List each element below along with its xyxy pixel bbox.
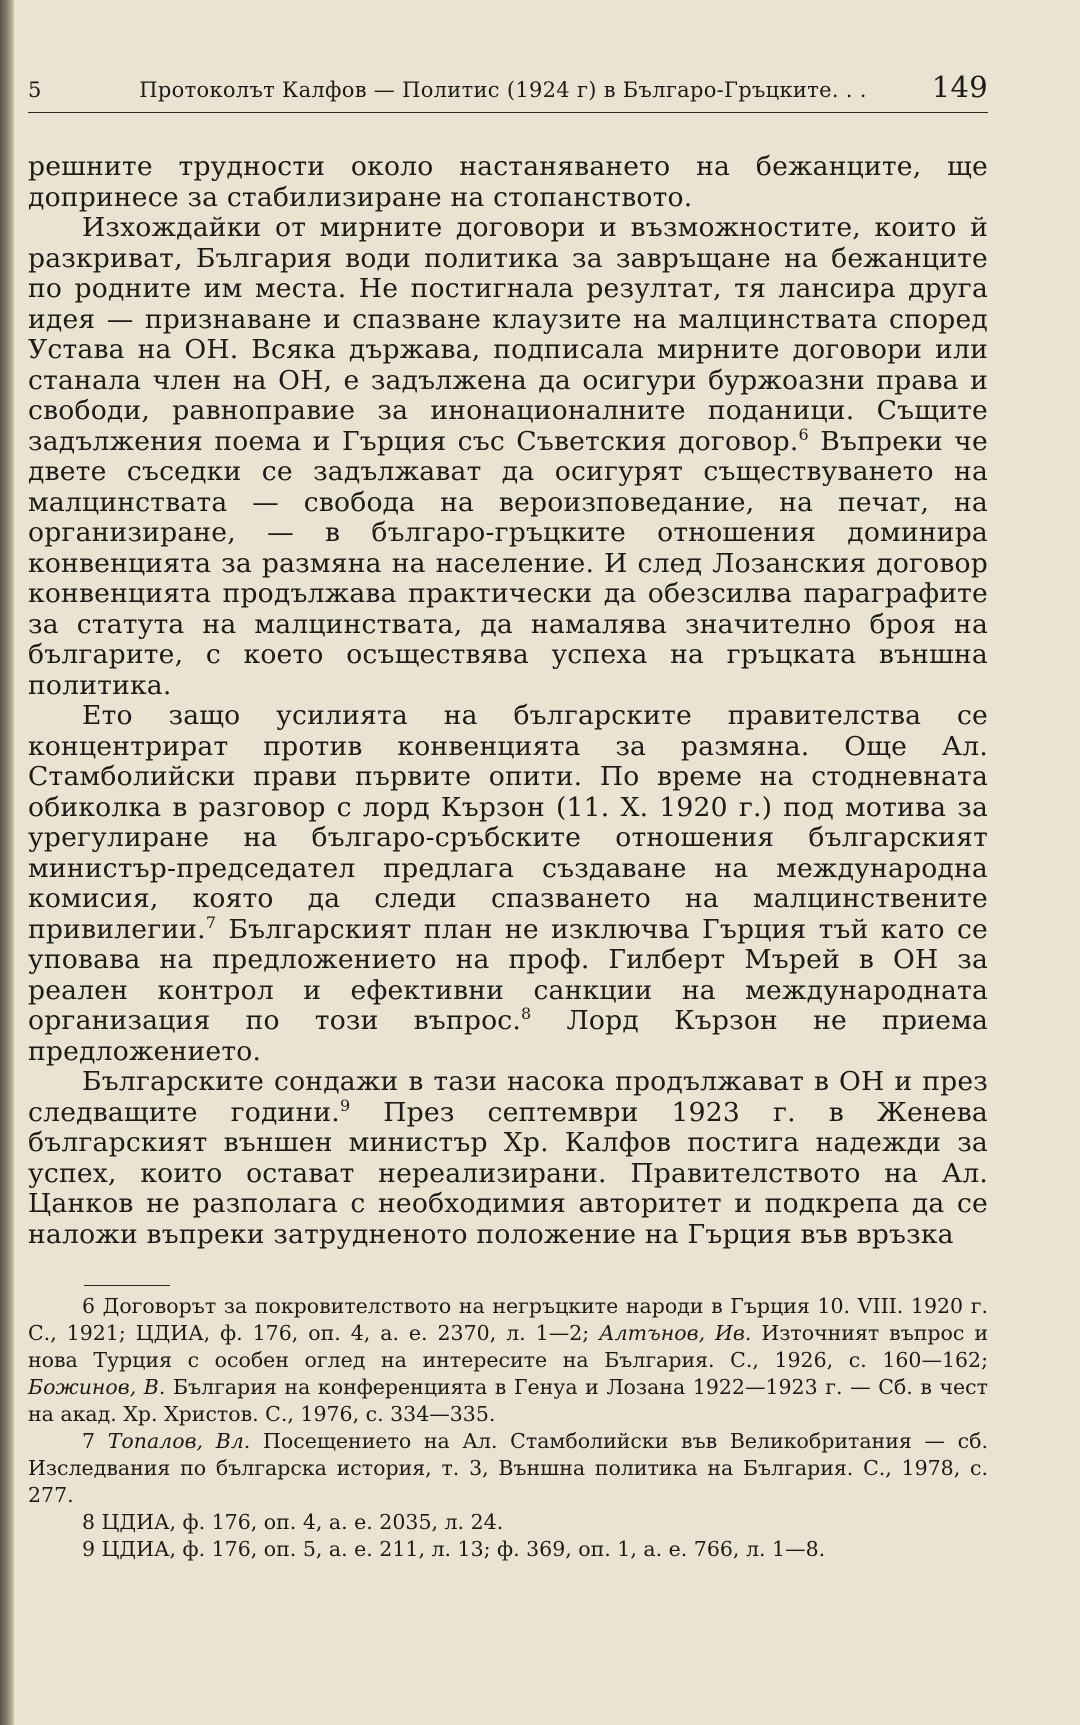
- text-run: Източният въпрос и нова Турция с особен оглед на интересите на България. С., 1926, с. 160—162;: [28, 1321, 988, 1372]
- author-name: Алтънов, Ив.: [599, 1321, 752, 1345]
- author-name: Топалов, Вл.: [107, 1429, 251, 1453]
- footnote: [28, 1509, 988, 1536]
- paragraph: [28, 1067, 988, 1250]
- text-run: Изхождайки от мирните договори и възможностите, които й разкриват, България води политика за завръщане на бежанците по родните им места. Не постигнала резултат, тя лансира друга идея — признаване и спазване клаузите на малцинствата според Устава на ОН. Всяка държава, подписала мирните договори или станала член на ОН, е задължена да осигури буржоазни права и свободи, равноправие за инонационалните поданици. Същите задължения поема и Гърция със Съветския договор.: [28, 212, 988, 457]
- chapter-number: 5: [28, 78, 42, 102]
- running-header: [28, 70, 988, 110]
- text-run: 9 ЦДИА, ф. 176, оп. 5, а. е. 211, л. 13; ф. 369, оп. 1, а. е. 766, л. 1—8.: [82, 1537, 826, 1561]
- text-run: Посещението на Ал. Стамболийски във Великобритания — сб. Изследвания по българска история, т. 3, Външна политика на България. С., 1978, с. 277.: [28, 1429, 989, 1507]
- text-run: Българските сондажи в тази насока продължават в ОН и през следващите години.: [28, 1066, 988, 1128]
- author-name: Божинов, В.: [28, 1375, 166, 1399]
- paragraph: [28, 213, 988, 701]
- footnote-reference: 9: [339, 1095, 351, 1115]
- text-run: 8 ЦДИА, ф. 176, оп. 4, а. е. 2035, л. 24.: [82, 1510, 504, 1534]
- text-run: Въпреки че двете съседки се задължават да осигурят съществуването на малцинствата — свобода на вероизповедание, на печат, на организиране, — в българо-гръцките отношения доминира конвенцията за размяна на население. И след Лозанския договор конвенцията продължава практически да обезсилва параграфите за статута на малцинствата, да намалява значително броя на българите, с което осъществява успеха на гръцката външна политика.: [28, 425, 988, 701]
- footnote-reference: 8: [521, 1004, 532, 1024]
- text-run: 7: [82, 1429, 108, 1453]
- paragraph: [28, 152, 988, 213]
- footnotes: [28, 1293, 988, 1563]
- text-run: решните трудности около настаняването на бежанците, ще допринесе за стабилизиране на стопанството.: [28, 151, 988, 213]
- footnote: [28, 1536, 988, 1563]
- text-run: През септември 1923 г. в Женева българският външен министър Хр. Калфов постига надежди за успех, които остават нереализирани. Правителството на Ал. Цанков не разполага с необходимия авторитет и подкрепа да се наложи въпреки затрудненото положение на Гърция във връзка: [28, 1096, 988, 1250]
- text-run: Българският план не изключва Гърция тъй като се уповава на предложението на проф. Гилберт Мърей в ОН за реален контрол и ефективни санкции на международната организация по този въпрос.: [28, 913, 988, 1036]
- text-run: Ето защо усилията на българските правителства се концентрират против конвенцията за размяна. Още Ал. Стамболийски прави първите опити. По време на стодневната обиколка в разговор с лорд Кързон (11. X. 1920 г.) под мотива за урегулиране на българо-сръбските отношения българският министър-председател предлага създаване на международна комисия, която да следи спазването на малцинствените привилегии.: [28, 700, 988, 945]
- footnote: [28, 1293, 988, 1428]
- header-rule: [28, 112, 988, 113]
- text-run: България на конференцията в Генуа и Лозана 1922—1923 г. — Сб. в чест на акад. Хр. Христов. С., 1976, с. 334—335.: [28, 1375, 989, 1426]
- footnote-reference: 6: [798, 424, 809, 444]
- footnote-rule: [84, 1285, 170, 1286]
- text-run: Лорд Кързон не приема предложението.: [28, 1005, 989, 1067]
- running-title: Протоколът Калфов — Политис (1924 г) в Българо-Гръцките. . .: [139, 78, 867, 102]
- main-text: [28, 152, 988, 1250]
- paragraph: [28, 701, 988, 1067]
- footnote-reference: 7: [205, 912, 217, 932]
- text-run: 6 Договорът за покровителството на негръцките народи в Гърция 10. VIII. 1920 г. С., 1921; ЦДИА, ф. 176, оп. 4, а. е. 2370, л. 1—2;: [28, 1294, 988, 1345]
- footnote: [28, 1428, 988, 1509]
- page-number: 149: [931, 70, 988, 104]
- book-spine-shadow: [0, 0, 14, 1725]
